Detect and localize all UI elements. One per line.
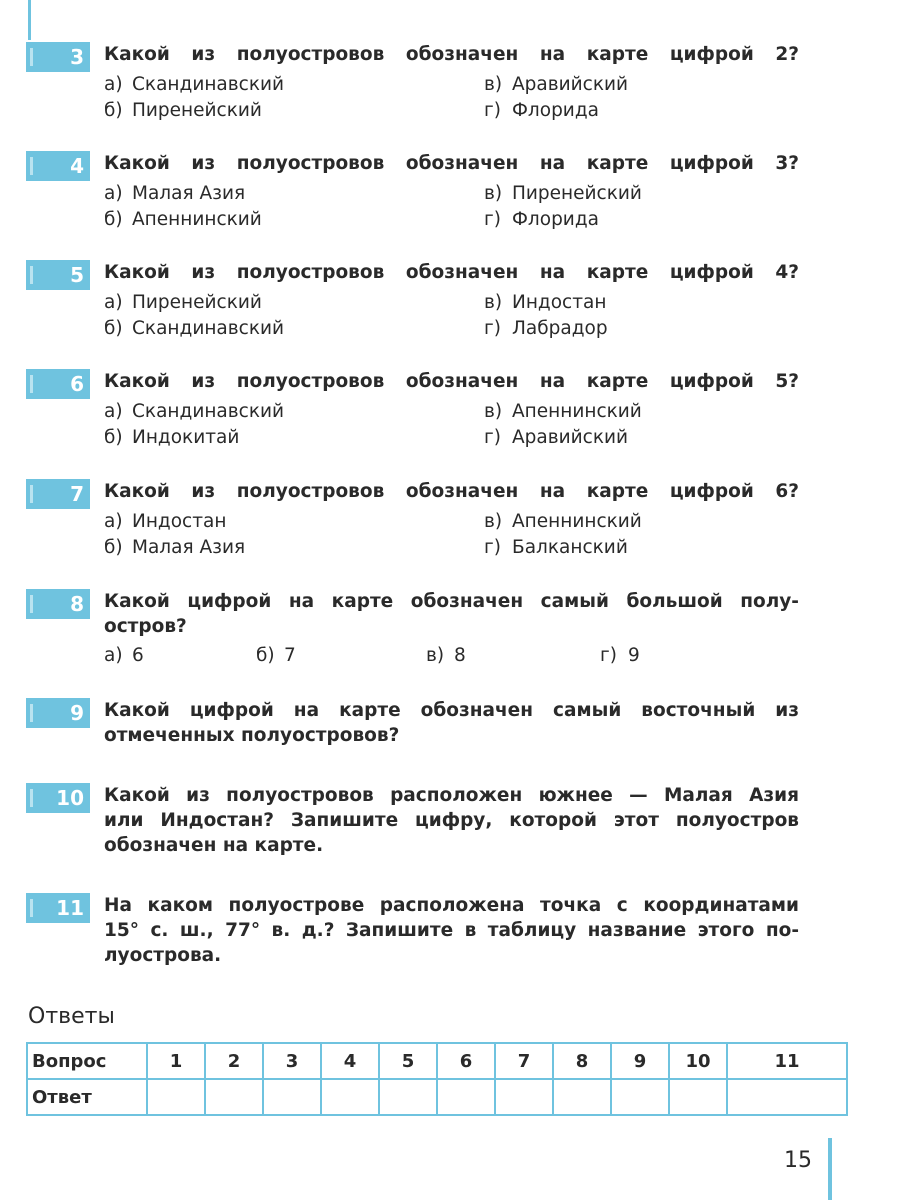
question-text-line-1: На каком полуострове расположена точка с координатами	[104, 895, 799, 916]
column-header: 7	[495, 1043, 553, 1079]
option-a: а) Скандинавский	[104, 401, 285, 422]
question-text: Какой из полуостровов обозначен на карте цифрой 2?	[104, 44, 799, 65]
table-row-answers	[27, 1079, 847, 1115]
row-label-answer: Ответ	[27, 1079, 147, 1115]
option-v: в) Аравийский	[484, 74, 629, 95]
question-number-badge: 10	[26, 783, 90, 813]
option-v: в) 8	[426, 645, 466, 666]
question-text-line-1: Какой цифрой на карте обозначен самый большой полу-	[104, 591, 799, 612]
option-g: г) 9	[600, 645, 640, 666]
answer-cell[interactable]	[379, 1079, 437, 1115]
column-header: 6	[437, 1043, 495, 1079]
top-accent-bar	[28, 0, 31, 40]
answer-cell[interactable]	[147, 1079, 205, 1115]
option-b: б) Индокитай	[104, 427, 240, 448]
question-number-badge: 4	[26, 151, 90, 181]
option-v: в) Апеннинский	[484, 401, 642, 422]
question-text-line-2: отмеченных полуостровов?	[104, 725, 400, 746]
option-g: г) Флорида	[484, 100, 599, 121]
question-number-badge: 7	[26, 479, 90, 509]
option-g: г) Флорида	[484, 209, 599, 230]
question-text: Какой из полуостровов обозначен на карте цифрой 5?	[104, 371, 799, 392]
page-accent-bar	[828, 1138, 832, 1200]
question-number-badge: 5	[26, 260, 90, 290]
option-b: б) Скандинавский	[104, 318, 285, 339]
option-a: а) 6	[104, 645, 144, 666]
answer-cell[interactable]	[553, 1079, 611, 1115]
option-v: в) Пиренейский	[484, 183, 642, 204]
column-header: 1	[147, 1043, 205, 1079]
column-header: 3	[263, 1043, 321, 1079]
row-label-question: Вопрос	[27, 1043, 147, 1079]
column-header: 10	[669, 1043, 727, 1079]
column-header: 8	[553, 1043, 611, 1079]
column-header: 5	[379, 1043, 437, 1079]
page-number: 15	[784, 1148, 812, 1173]
question-number-badge: 6	[26, 369, 90, 399]
option-b: б) Малая Азия	[104, 537, 246, 558]
answer-cell[interactable]	[205, 1079, 263, 1115]
question-number-badge: 3	[26, 42, 90, 72]
column-header: 11	[727, 1043, 847, 1079]
option-v: в) Апеннинский	[484, 511, 642, 532]
option-g: г) Лабрадор	[484, 318, 608, 339]
question-text-line-1: Какой цифрой на карте обозначен самый восточный из	[104, 700, 799, 721]
answer-cell[interactable]	[669, 1079, 727, 1115]
question-text: Какой из полуостровов обозначен на карте цифрой 3?	[104, 153, 799, 174]
column-header: 9	[611, 1043, 669, 1079]
option-b: б) Апеннинский	[104, 209, 262, 230]
question-text: Какой из полуостровов обозначен на карте цифрой 6?	[104, 481, 799, 502]
column-header: 4	[321, 1043, 379, 1079]
option-b: б) 7	[256, 645, 296, 666]
option-v: в) Индостан	[484, 292, 607, 313]
answer-cell[interactable]	[263, 1079, 321, 1115]
table-row-questions	[27, 1043, 847, 1079]
answer-cell[interactable]	[437, 1079, 495, 1115]
option-b: б) Пиренейский	[104, 100, 262, 121]
option-a: а) Пиренейский	[104, 292, 262, 313]
question-text-line-2: или Индостан? Запишите цифру, которой этот полуостров	[104, 810, 799, 831]
question-text-line-3: луострова.	[104, 945, 222, 966]
answer-cell[interactable]	[727, 1079, 847, 1115]
answer-cell[interactable]	[495, 1079, 553, 1115]
question-text: Какой из полуостровов обозначен на карте цифрой 4?	[104, 262, 799, 283]
column-header: 2	[205, 1043, 263, 1079]
question-text-line-2: остров?	[104, 616, 187, 637]
answers-title: Ответы	[28, 1004, 115, 1029]
option-a: а) Скандинавский	[104, 74, 285, 95]
question-number-badge: 9	[26, 698, 90, 728]
option-g: г) Балканский	[484, 537, 628, 558]
question-number-badge: 11	[26, 893, 90, 923]
question-number-badge: 8	[26, 589, 90, 619]
option-g: г) Аравийский	[484, 427, 629, 448]
answer-cell[interactable]	[611, 1079, 669, 1115]
question-text-line-1: Какой из полуостровов расположен южнее — Малая Азия	[104, 785, 799, 806]
answers-table	[26, 1042, 848, 1116]
answer-cell[interactable]	[321, 1079, 379, 1115]
question-text-line-3: обозначен на карте.	[104, 835, 324, 856]
option-a: а) Индостан	[104, 511, 227, 532]
question-text-line-2: 15° с. ш., 77° в. д.? Запишите в таблицу название этого по-	[104, 920, 799, 941]
option-a: а) Малая Азия	[104, 183, 246, 204]
